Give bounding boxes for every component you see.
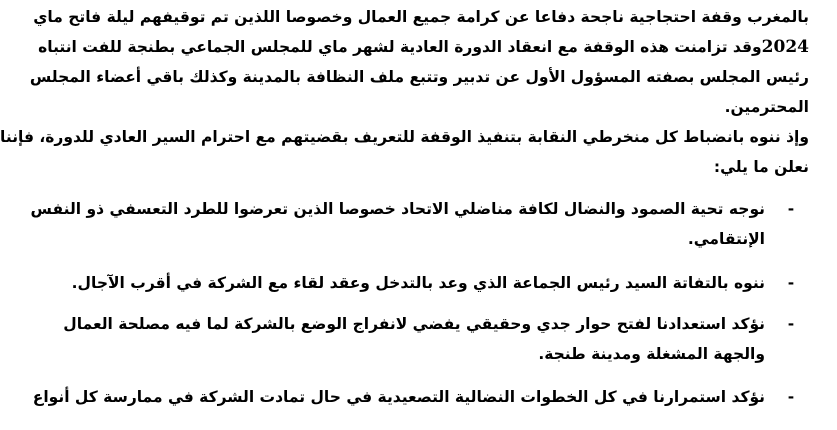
bullet-1-line-2: الإنتقامي. (687, 230, 765, 248)
paragraph-1-line-2 (38, 36, 809, 58)
bullet-marker-4: - (787, 388, 795, 406)
bullet-3-line-2: والجهة المشغلة ومدينة طنجة. (538, 345, 765, 363)
bullet-marker-3: - (787, 315, 795, 333)
bullet-marker-1: - (787, 200, 795, 218)
bullet-4-line-1: نؤكد استمرارنا في كل الخطوات النضالية التصعيدية في حال تمادت الشركة في ممارسة كل أنواع (32, 388, 765, 406)
bullet-marker-2: - (787, 274, 795, 292)
paragraph-1-line-3: رئيس المجلس بصفته المسؤول الأول عن تدبير وتتبع ملف النظافة بالمدينة وكذلك باقي أعضاء المجلس (29, 68, 809, 86)
year-2024: 2024 (761, 37, 809, 57)
bullet-1-line-1: نوجه تحية الصمود والنضال لكافة مناضلي الاتحاد خصوصا الذين تعرضوا للطرد التعسفي ذو النفس (30, 200, 765, 218)
bullet-2-line-1: ننوه بالتفاتة السيد رئيس الجماعة الذي وعد بالتدخل وعقد لقاء مع الشركة في أقرب الآجال. (71, 274, 765, 292)
paragraph-2-line-2: نعلن ما يلي: (713, 158, 809, 176)
paragraph-1-line-2-text: وقد تزامنت هذه الوقفة مع انعقاد الدورة العادية لشهر ماي للمجلس الجماعي بطنجة للفت انتباه (38, 38, 762, 56)
bullet-3-line-1: نؤكد استعدادنا لفتح حوار جدي وحقيقي يفضي لانفراج الوضع بالشركة لما فيه مصلحة العمال (63, 315, 765, 333)
paragraph-1-line-1: بالمغرب وقفة احتجاجية ناجحة دفاعا عن كرامة جميع العمال وخصوصا اللذين تم توقيفهم ليلة فاتح ماي (33, 8, 809, 26)
paragraph-1-line-4: المحترمين. (724, 98, 809, 116)
paragraph-2-line-1: وإذ ننوه بانضباط كل منخرطي النقابة بتنفيذ الوقفة للتعريف بقضيتهم مع احترام السير العادي للدورة، فإننا (0, 128, 809, 146)
